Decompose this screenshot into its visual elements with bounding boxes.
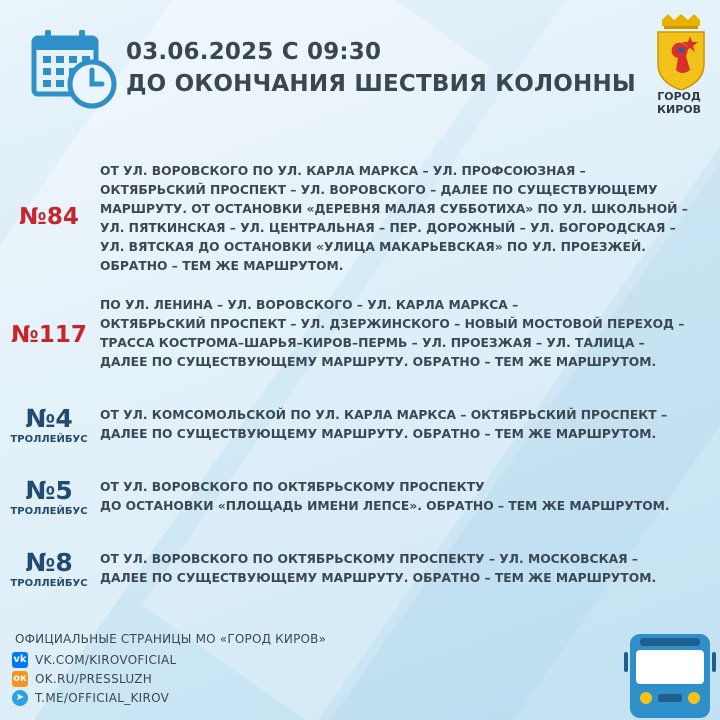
kirov-coat-of-arms-icon: [654, 14, 708, 90]
route-line: ОТ УЛ. ВОРОВСКОГО ПО ОКТЯБРЬСКОМУ ПРОСПЕКТУ – УЛ. МОСКОВСКАЯ –: [100, 552, 639, 566]
route-line: МАРШРУТУ. ОТ ОСТАНОВКИ «ДЕРЕВНЯ МАЛАЯ СУББОТИХА» ПО УЛ. ШКОЛЬНОЙ –: [100, 202, 688, 216]
footer-link-text[interactable]: OK.RU/PRESSLUZH: [35, 671, 153, 686]
route-line: ДАЛЕЕ ПО СУЩЕСТВУЮЩЕМУ МАРШРУТУ. ОБРАТНО – ТЕМ ЖЕ МАРШРУТОМ.: [100, 355, 657, 369]
route-description: [100, 550, 710, 588]
header: [30, 26, 701, 116]
logo-caption-line2: КИРОВ: [657, 103, 701, 116]
footer-link-telegram[interactable]: [12, 688, 326, 707]
route-line: ДАЛЕЕ ПО СУЩЕСТВУЮЩЕМУ МАРШРУТУ. ОБРАТНО – ТЕМ ЖЕ МАРШРУТОМ.: [100, 427, 657, 441]
header-date: 03.06.2025 С 09:30: [126, 39, 382, 65]
footer: [12, 632, 326, 707]
route-line: ДАЛЕЕ ПО СУЩЕСТВУЮЩЕМУ МАРШРУТУ. ОБРАТНО – ТЕМ ЖЕ МАРШРУТОМ.: [100, 571, 657, 585]
route-number: №84: [19, 204, 79, 230]
route-type-label: ТРОЛЛЕЙБУС: [10, 434, 88, 445]
route-description: [100, 162, 710, 276]
route-line: ОБРАТНО – ТЕМ ЖЕ МАРШРУТОМ.: [100, 259, 344, 273]
footer-link-text[interactable]: VK.COM/KIROVOFICIAL: [35, 652, 177, 667]
logo-caption-line1: ГОРОД: [657, 90, 701, 103]
bus-icon: [622, 632, 718, 720]
route-number: №5: [25, 476, 73, 505]
route-number: №4: [25, 404, 73, 433]
route-line: ОТ УЛ. КОМСОМОЛЬСКОЙ ПО УЛ. КАРЛА МАРКСА – ОКТЯБРЬСКИЙ ПРОСПЕКТ –: [100, 408, 668, 422]
route-line: УЛ. ПЯТКИНСКАЯ – УЛ. ЦЕНТРАЛЬНАЯ – ПЕР. ДОРОЖНЫЙ – УЛ. БОГОРОДСКАЯ –: [100, 221, 676, 235]
route-description: [100, 478, 710, 516]
route-type-label: ТРОЛЛЕЙБУС: [10, 506, 88, 517]
route-line: ТРАССА КОСТРОМА–ШАРЬЯ–КИРОВ–ПЕРМЬ – УЛ. ПРОЕЗЖАЯ – УЛ. ТАЛИЦА –: [100, 336, 645, 350]
footer-link-vk[interactable]: [12, 650, 326, 669]
logo-caption: [644, 90, 714, 116]
route-line: ПО УЛ. ЛЕНИНА – УЛ. ВОРОВСКОГО – УЛ. КАРЛА МАРКСА –: [100, 298, 519, 312]
footer-title: ОФИЦИАЛЬНЫЕ СТРАНИЦЫ МО «ГОРОД КИРОВ»: [15, 632, 327, 646]
route-line: ОКТЯБРЬСКИЙ ПРОСПЕКТ – УЛ. ДЗЕРЖИНСКОГО – НОВЫЙ МОСТОВОЙ ПЕРЕХОД –: [100, 317, 685, 331]
route-line: ОТ УЛ. ВОРОВСКОГО ПО ОКТЯБРЬСКОМУ ПРОСПЕКТУ: [100, 480, 485, 494]
route-description: [100, 406, 710, 444]
header-subtitle: ДО ОКОНЧАНИЯ ШЕСТВИЯ КОЛОННЫ: [126, 71, 636, 97]
route-number: №117: [11, 322, 87, 348]
telegram-icon: ➤: [12, 690, 28, 706]
route-line: ОКТЯБРЬСКИЙ ПРОСПЕКТ – УЛ. ВОРОВСКОГО – ДАЛЕЕ ПО СУЩЕСТВУЮЩЕМУ: [100, 183, 658, 197]
route-line: ОТ УЛ. ВОРОВСКОГО ПО УЛ. КАРЛА МАРКСА – УЛ. ПРОФСОЮЗНАЯ –: [100, 164, 586, 178]
footer-link-ok[interactable]: [12, 669, 326, 688]
route-number: №8: [25, 548, 73, 577]
route-line: ДО ОСТАНОВКИ «ПЛОЩАДЬ ИМЕНИ ЛЕПСЕ». ОБРАТНО – ТЕМ ЖЕ МАРШРУТОМ.: [100, 499, 670, 513]
vk-icon: vk: [12, 652, 28, 668]
calendar-clock-icon: [30, 26, 118, 110]
route-line: УЛ. ВЯТСКАЯ ДО ОСТАНОВКИ «УЛИЦА МАКАРЬЕВСКАЯ» ПО УЛ. ПРОЕЗЖЕЙ.: [100, 240, 646, 254]
odnoklassniki-icon: ок: [12, 671, 28, 687]
route-description: [100, 296, 710, 372]
footer-link-text[interactable]: T.ME/OFFICIAL_KIROV: [35, 690, 170, 705]
route-type-label: ТРОЛЛЕЙБУС: [10, 578, 88, 589]
